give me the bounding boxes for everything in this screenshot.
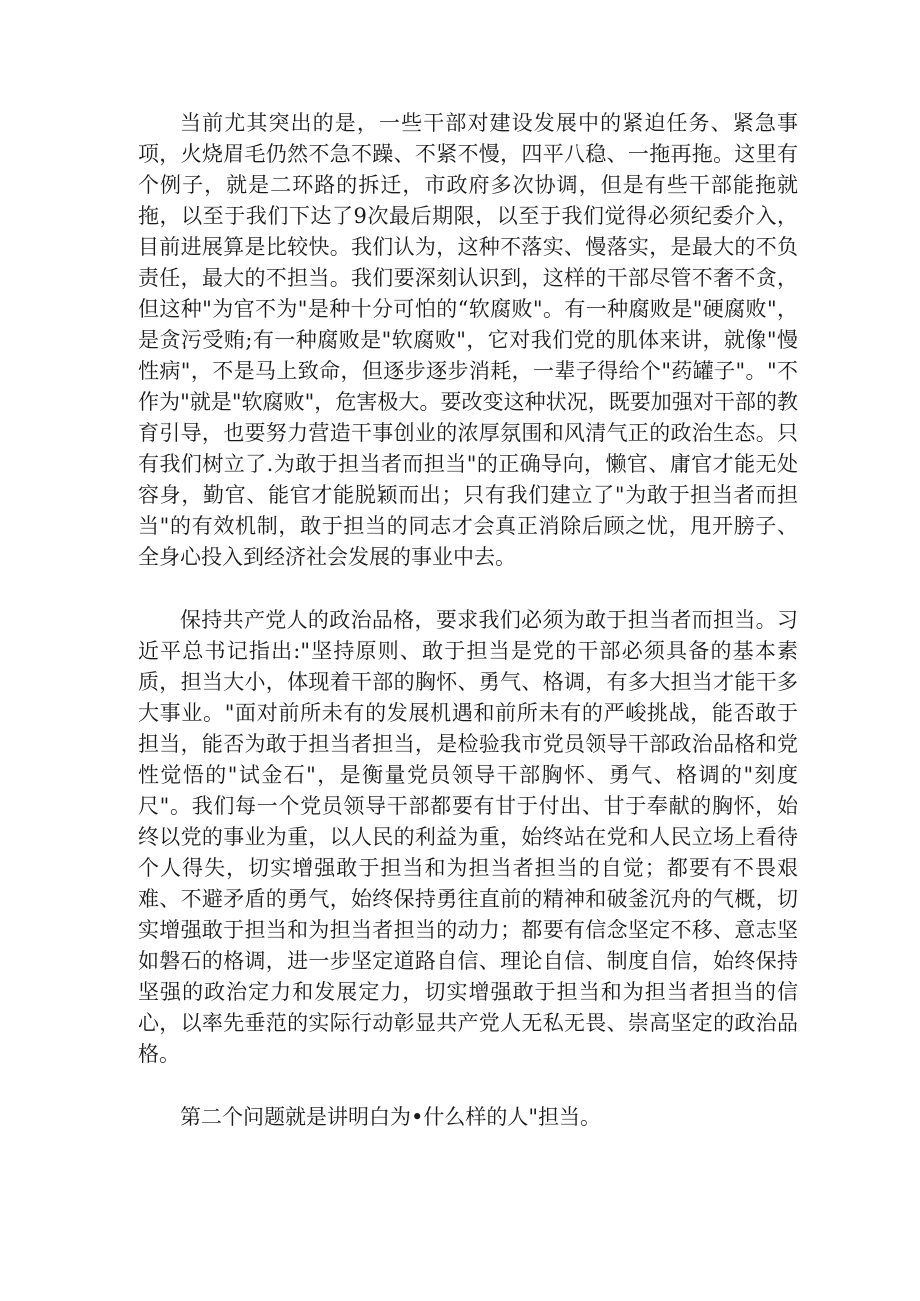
paragraph-2: 保持共产党人的政治品格，要求我们必须为敢于担当者而担当。习近平总书记指出:"坚持原则、敢于担当是党的干部必须具备的基本素质，担当大小，体现着干部的胸怀、勇气、格调，有多大担当才能干多大事业。"面对前所未有的发展机遇和前所未有的严峻挑战，能否敢于担当，能否为敢于担当者担当，是检验我市党员领导干部政治品格和党性觉悟的"试金石"，是衡量党员领导干部胸怀、勇气、格调的"刻度尺"。我们每一个党员领导干部都要有甘于付出、甘于奉献的胸怀，始终以党的事业为重，以人民的利益为重，始终站在党和人民立场上看待个人得失，切实增强敢于担当和为担当者担当的自觉；都要有不畏艰难、不避矛盾的勇气，始终保持勇往直前的精神和破釜沉舟的气概，切实增强敢于担当和为担当者担当的动力；都要有信念坚定不移、意志坚如磐石的格调，进一步坚定道路自信、理论自信、制度自信，始终保持坚强的政治定力和发展定力，切实增强敢于担当和为担当者担当的信心，以率先垂范的实际行动彰显共产党人无私无畏、崇高坚定的政治品格。 <box>138 608 798 1066</box>
paragraph-1: 当前尤其突出的是，一些干部对建设发展中的紧迫任务、紧急事项，火烧眉毛仍然不急不躁、不紧不慢，四平八稳、一拖再拖。这里有个例子，就是二环路的拆迁，市政府多次协调，但是有些干部能拖就拖，以至于我们下达了9次最后期限，以至于我们觉得必须纪委介入，目前进展算是比较快。我们认为，这种不落实、慢落实，是最大的不负责任，最大的不担当。我们要深刻认识到，这样的干部尽管不奢不贪，但这种"为官不为"是种十分可怕的“软腐败"。有一种腐败是"硬腐败"，是贪污受贿;有一种腐败是"软腐败"，它对我们党的肌体来讲，就像"慢性病"，不是马上致命，但逐步逐步消耗，一辈子得给个"药罐子"。"不作为"就是"软腐败"，危害极大。要改变这种状况，既要加强对干部的教育引导，也要努力营造干事创业的浓厚氛围和风清气正的政治生态。只有我们树立了.为敢于担当者而担当"的正确导向，懒官、庸官才能无处容身，勤官、能官才能脱颖而出；只有我们建立了"为敢于担当者而担当"的有效机制，敢于担当的同志才会真正消除后顾之忧，甩开膀子、全身心投入到经济社会发展的事业中去。 <box>138 111 798 569</box>
paragraph-3: 第二个问题就是讲明白为•什么样的人"担当。 <box>180 1105 602 1129</box>
document-body <box>138 108 798 1133</box>
